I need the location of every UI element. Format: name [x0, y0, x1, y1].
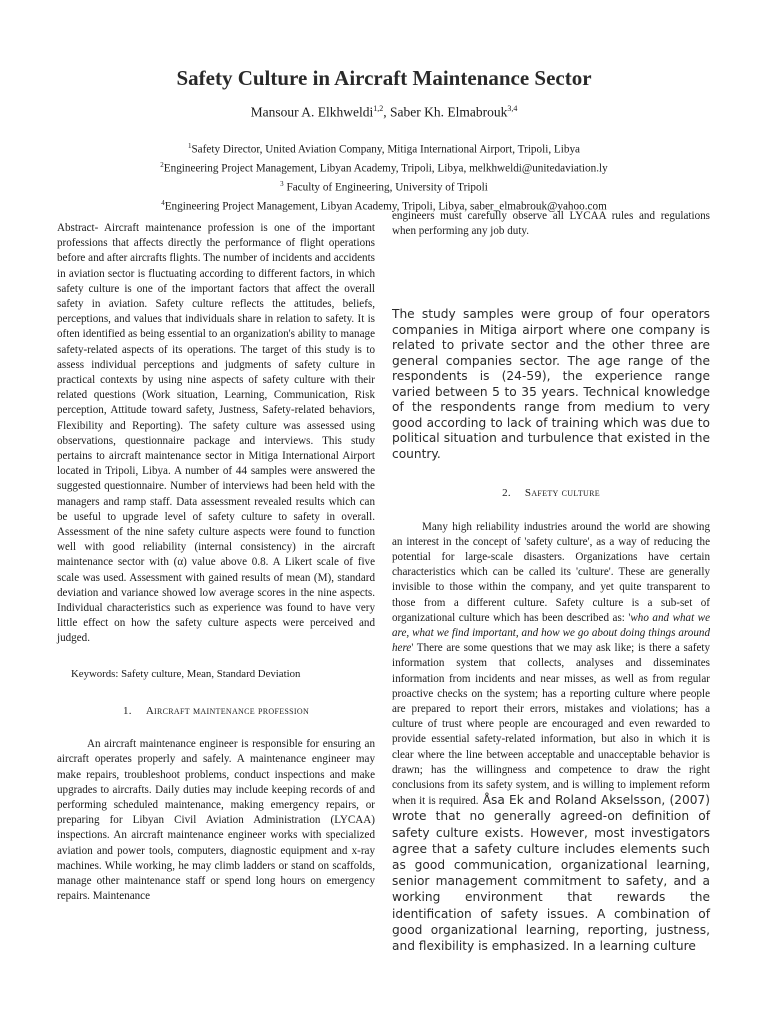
section-2-number: 2.	[502, 487, 511, 500]
affiliation-1	[0, 139, 768, 158]
affiliations	[0, 139, 768, 215]
affiliation-3	[0, 177, 768, 196]
section-2-quote: who and what we are, what we find important, and how we go about doing things around here	[392, 611, 710, 655]
affiliation-2-text: Engineering Project Management, Libyan Academy, Tripoli, Libya, melkhweldi@unitedaviation.ly	[163, 162, 608, 175]
section-2-body	[392, 520, 710, 956]
author-line	[0, 104, 768, 121]
section-1-heading	[57, 704, 375, 719]
affiliation-3-text: Faculty of Engineering, University of Tripoli	[283, 181, 488, 194]
study-samples-paragraph: The study samples were group of four operators companies in Mitiga airport where one company is related to private sector and the other three are general companies sector. The age range of the respondents is (24-59), the experience range varied between 5 to 35 years. Technical knowledge of the respondents range from medium to very good according to lack of training which was due to political situation and turbulence that existed in the country.	[392, 307, 710, 461]
keywords: Keywords: Safety culture, Mean, Standard Deviation	[71, 667, 301, 680]
affiliation-4-mark: 4	[161, 199, 165, 208]
author-1-affil-marks: 1,2	[373, 104, 384, 113]
author-2: Saber Kh. Elmabrouk	[390, 104, 508, 120]
column-gap	[392, 239, 710, 307]
section-1-title: Aircraft maintenance profession	[145, 704, 310, 717]
affiliation-1-text: Safety Director, United Aviation Company, Mitiga International Airport, Tripoli, Libya	[191, 143, 581, 156]
affiliation-1-mark: 1	[187, 142, 192, 150]
author-1: Mansour A. Elkhweldi	[250, 104, 374, 120]
right-column	[392, 209, 710, 955]
section-2-body-part1: Many high reliability industries around the world are showing an interest in the concept of 'safety culture', as a way of reducing the potential for large-scale disasters. Organizations have certain characteristics which can be called its 'culture'. These are generally invisible to those within the company, and yet quite transparent to those from a different culture. Safety culture is a sub-set of organizational culture which has been described as: '	[392, 520, 710, 624]
section-1-body: An aircraft maintenance engineer is responsible for ensuring an aircraft operates properly and safely. A maintenance engineer may make repairs, troubleshoot problems, conduct inspections and make upgrades to aircrafts. Daily duties may include keeping records of and performing scheduled maintenance, making emergency repairs, or preparing for Libyan Civil Aviation Administration (LYCAA) inspections. An aircraft maintenance engineer works with specialized aviation and power tools, computers, diagnostic equipment and x-ray machines. While working, he may climb ladders or stand on scaffolds, manage other maintenance staff or spend long hours on emergency repairs. Maintenance	[57, 738, 375, 903]
section-2-heading	[392, 486, 710, 501]
left-column	[57, 221, 375, 904]
section-2-body-sans: Åsa Ek and Roland Akselsson, (2007) wrote that no generally agreed-on definition of safety culture exists. However, most investigators agree that a safety culture includes elements such as good communication, organizational learning, senior management commitment to safety, and a working environment that rewards the identification of safety issues. A combination of good organizational learning, reporting, justness, and flexibility is emphasized. In a learning culture	[392, 793, 711, 954]
abstract: Abstract- Aircraft maintenance profession is one of the important professions that affects directly the performance of flight operations before and after aircrafts flights. The number of incidents and accidents in aviation sector is fluctuating according to different factors, in which safety culture is one of the important factors that affect the overall safety in aviation. Safety culture reflects the attitudes, beliefs, perceptions, and values that individuals share in relation to safety. It is often identified as being essential to an organization's ability to manage safety-related aspects of its operations. The target of this study is to assess individual perceptions and judgments of safety culture in practical contexts by using nine aspects of safety culture with their related questions (Work situation, Learning, Communication, Risk perception, Attitude toward safety, Justness, Safety-related behaviors, Flexibility and Reporting). The safety culture was assessed using observations, questionnaire package and interviews. This study pertains to aircraft maintenance sector in Mitiga International Airport located in Tripoli, Libya. A number of 44 samples were answered the suggested questionnaire. Number of interviews had been held with the managers and ramp staff. Data assessment revealed results which can be useful to upgrade level of safety culture to safety in overall. Assessment of the nine safety culture aspects were found to function well with good reliability (internal consistency) in the aircraft maintenance sector with (α) value above 0.8. A Likert scale of five scale was used. Assessment with gained results of mean (M), standard deviation and variance showed low average scores in the nine aspects. Individual characteristics such as experience was found to have very little effect on how the safety culture aspects were perceived and judged.	[57, 222, 375, 645]
affiliation-4-text: Engineering Project Management, Libyan Academy, Tripoli, Libya, saber_elmabrouk@yahoo.com	[164, 200, 607, 213]
paper-title: Safety Culture in Aircraft Maintenance Sector	[176, 66, 592, 90]
section-2-body-part2: ' There are some questions that we may ask like; is there a safety information system that collects, analyses and disseminates information from incidents and near misses, as well as from regular proactive checks on the system; has a reporting culture where people are prepared to report their errors, mistakes and violations; has a culture of trust where people are encouraged and even rewarded to provide essential safety-related information, but also in which it is clear where the line between acceptable and unacceptable behavior is drawn; has the willingness and competence to draw the right conclusions from its safety system, and is willing to implement reform when it is required.	[392, 642, 710, 808]
author-2-affil-marks: 3,4	[507, 104, 518, 113]
author-separator: ,	[383, 104, 390, 120]
section-1-number: 1.	[122, 704, 132, 717]
affiliation-3-mark: 3	[280, 180, 284, 189]
section-2-title: Safety culture	[524, 487, 600, 500]
section-1-continuation: engineers must carefully observe all LYCAA rules and regulations when performing any job duty.	[392, 210, 710, 238]
affiliation-2	[0, 158, 768, 177]
affiliation-2-mark: 2	[160, 161, 164, 170]
